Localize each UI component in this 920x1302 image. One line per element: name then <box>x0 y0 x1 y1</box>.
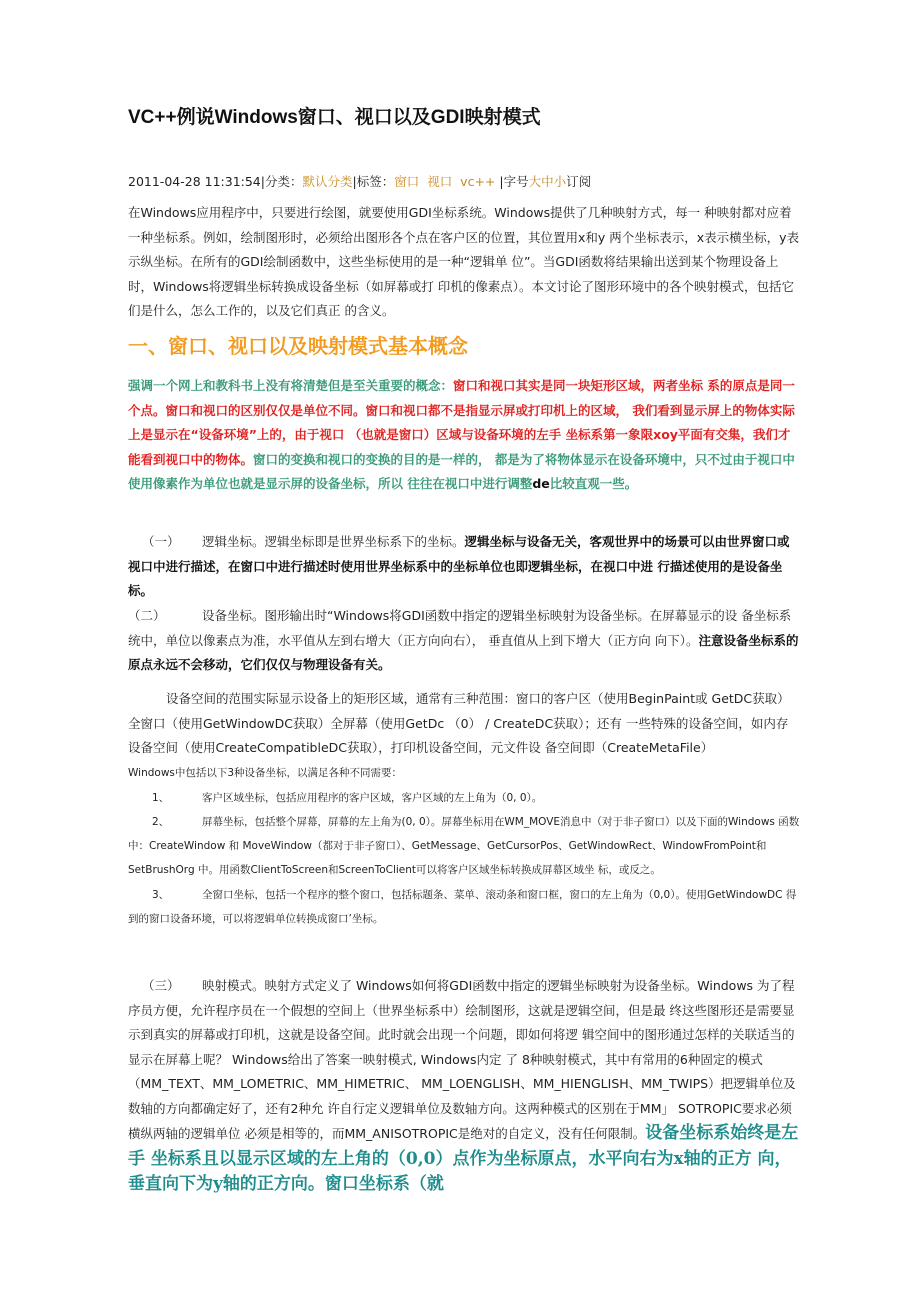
list-item-number: 2、 <box>152 816 170 828</box>
post-date: 2011-04-28 11:31:54| <box>128 174 265 189</box>
section-label-1: （一） <box>142 534 180 549</box>
section-device-coords <box>128 604 800 678</box>
emphasis-paragraph <box>128 374 800 497</box>
emphasis-key-concept: 窗口和视口其实是同一块矩形区域，两者坐标 系的原点是同一个点。窗口和视口的区别仅仅是单位不同。窗口和视口都不是指显示屏或打印机上的区域， 我们看到显示屏上的物体实际上是显示在“设备环境”上的，由于视口 （也就是窗口）区域与设备环境的左手 坐标系第一象限xoy平面有交集，我们才能看到视口中的物体。 <box>128 378 795 467</box>
category-link[interactable]: 默认分类 <box>302 174 353 189</box>
section1-bold: 逻辑坐标与设备无关，客观世界中的场景可以由世界窗口或视口中进行描述，在窗口中进行描述时使用世界坐标系中的坐标单位也即逻辑坐标，在视口中进 行描述使用的是设备坐标。 <box>128 534 790 598</box>
list-item-text: 客户区域坐标，包括应用程序的客户区域，客户区域的左上角为（0, 0）。 <box>202 792 543 804</box>
list-item <box>128 786 800 810</box>
category-label: 分类： <box>264 174 303 189</box>
section3-text: 映射模式。映射方式定义了 Windows如何将GDI函数中指定的逻辑坐标映射为设备坐标。Windows 为了程序员方便，允许程序员在一个假想的空间上（世界坐标系中）绘制图形，这就是逻辑空间，但是最 终这些图形还是需要显示到真实的屏幕或打印机，这就是设备空间。此时就会出现一个问题，即如何将逻 辑空间中的图形通过怎样的关联适当的显示在屏幕上呢？ Windows给出了答案一映射模式, Windows内定 了 8种映射模式，其中有常用的6种固定的模式（MM_TEXT、MM_LOMETRIC、MM_HIMETRIC、 MM_LOENGLISH、MM_HIENGLISH、MM_TWIPS）把逻辑单位及数轴的方向都确定好了，还有2种允 许自行定义逻辑单位及数轴方向。这两种模式的区别在于MM」 SOTROPIC要求必须横纵两轴的逻辑单位 必须是相等的，而MM_ANISOTROPIC是绝对的自定义，没有任何限制。 <box>128 978 796 1141</box>
font-size-label: |字号 <box>499 174 529 189</box>
list-item-text: 屏幕坐标，包括整个屏幕，屏幕的左上角为(0, 0）。屏幕坐标用在WM_MOVE消息中（对于非子窗口）以及下面的Windows 函数中：CreateWindow 和 MoveWindow（都对于非子窗口）、GetMessage、GetCursorPos、GetWindowRect、WindowFromPoint和SetBrushOrg 中。用函数ClientToScreen和ScreenToClient可以将客户区域坐标转换成屏幕区域坐 标，或反之。 <box>128 816 800 876</box>
section2-bold: 注意设备坐标系的原点永远不会移动，它们仅仅与物理设备有关。 <box>128 632 799 672</box>
tags-label: |标签： <box>352 174 395 189</box>
font-size-medium[interactable]: 中 <box>541 174 554 189</box>
section-logical-coords <box>128 530 800 604</box>
device-space-paragraph <box>128 687 800 761</box>
post-meta <box>128 172 591 190</box>
list-item <box>128 883 800 931</box>
device-coords-intro: Windows中包括以下3种设备坐标，以满足各种不同需要： <box>128 767 403 779</box>
section3-highlight: 设备坐标系始终是左手 坐标系且以显示区域的左上角的（0,0）点作为坐标原点，水平向右为x轴的正方 向，垂直向下为y轴的正方向。窗口坐标系（就 <box>128 1123 799 1194</box>
intro-paragraph: 在Windows应用程序中，只要进行绘图，就要使用GDI坐标系统。Windows提供了几种映射方式，每一 种映射都对应着一种坐标系。例如，绘制图形时，必须给出图形各个点在客户区的位置，其位置用x和y 两个坐标表示，x表示横坐标，y表示纵坐标。在所有的GDI绘制函数中，这些坐标使用的是一种“逻辑单 位”。当GDI函数将结果输出送到某个物理设备上时，Windows将逻辑坐标转换成设备坐标（如屏幕或打 印机的像素点）。本文讨论了图形环境中的各个映射模式，包括它们是什么，怎么工作的，以及它们真正 的含义。 <box>128 205 800 318</box>
section-label-3: （三） <box>142 978 180 993</box>
device-space-text: 设备空间的范围实际显示设备上的矩形区域，通常有三种范围：窗口的客户区（使用BeginPaint或 GetDC获取）全窗口（使用GetWindowDC获取）全屏幕（使用GetDc （0） / CreateDC获取）；还有 一些特殊的设备空间，如内存设备空间（使用CreateCompatibleDC获取），打印机设备空间，元文件设 备空间即（CreateMetaFile） <box>128 691 790 755</box>
tag-link-viewport[interactable]: 视口 <box>427 174 453 189</box>
page-title: VC++例说Windows窗口、视口以及GDI映射模式 <box>128 107 541 128</box>
font-size-small[interactable]: 小 <box>553 174 567 189</box>
emphasis-transform-note: 窗口的变换和视口的变换的目的是一样的， 都是为了将物体显示在设备环境中，只不过由于视口中使用像素作为单位也就是显示屏的设备坐标，所以 往往在视口中进行调整 <box>128 451 795 491</box>
section-mapping-mode <box>128 974 800 1198</box>
list-item-number: 1、 <box>152 792 170 804</box>
emphasis-de: de <box>532 476 550 491</box>
section-label-2: （二） <box>128 608 166 623</box>
section2-normal: 设备坐标。图形输出时“Windows将GDI函数中指定的逻辑坐标映射为设备坐标。在屏幕显示的设 备坐标系统中，单位以像素点为准，水平值从左到右增大（正方向向右）， 垂直值从上到下增大（正方向 向下）。 <box>128 608 792 648</box>
section1-normal: 逻辑坐标。逻辑坐标即是世界坐标系下的坐标。 <box>202 534 465 549</box>
font-size-large[interactable]: 大 <box>528 174 542 189</box>
list-item-number: 3、 <box>152 889 170 901</box>
tag-link-window[interactable]: 窗口 <box>394 174 420 189</box>
tag-link-vcpp[interactable]: vc++ <box>460 174 496 189</box>
list-item-text: 全窗口坐标，包括一个程序的整个窗口，包括标题条、菜单、滚动条和窗口框，窗口的左上角为（0,0）。使用GetWindowDC 得到的窗口设备环境，可以将逻辑单位转换成窗口’坐标。 <box>128 889 797 925</box>
emphasis-lead: 强调一个网上和教科书上没有将清楚但是至关重要的概念： <box>128 378 454 393</box>
list-item <box>128 810 800 882</box>
subscribe-link[interactable]: 订阅 <box>566 174 592 189</box>
emphasis-end: 比较直观一些。 <box>549 476 638 491</box>
section-heading-1: 一、窗口、视口以及映射模式基本概念 <box>128 334 468 358</box>
